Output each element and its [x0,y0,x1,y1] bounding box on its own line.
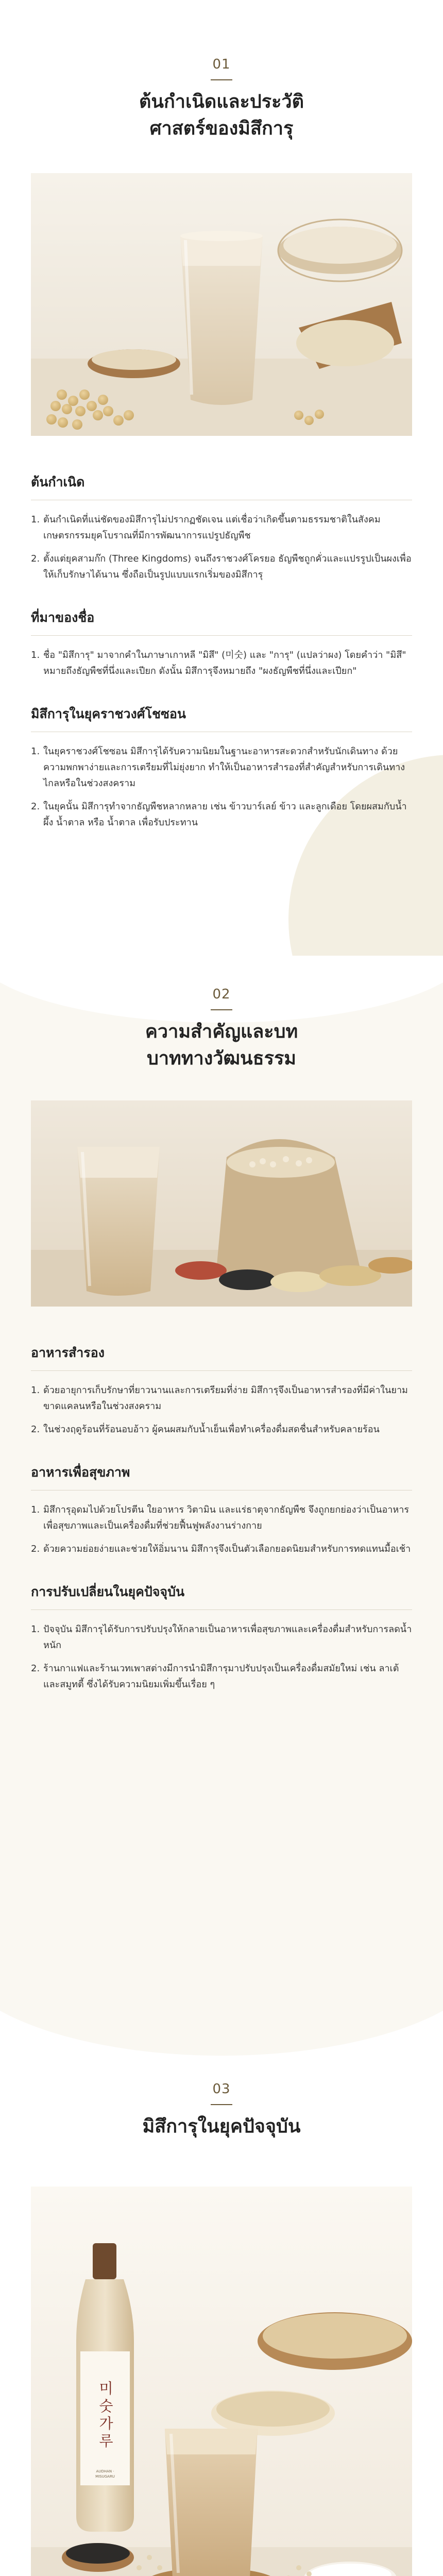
content-block-reserve-food [31,1343,412,1437]
block-heading: การปรับเปลี่ยนในยุคปัจจุบัน [31,1582,412,1610]
list-item-text: ด้วยอายุการเก็บรักษาที่ยาวนานและการเตรียมที่ง่าย มิสึการุจึงเป็นอาหารสำรองที่มีค่าในยามขาดแคลนหรือในช่วงสงคราม [43,1385,408,1412]
list-item: 1. ชื่อ "มิสึการุ" มาจากคำในภาษาเกาหลี "มิสึ" (미숫) และ "การุ" (แปลว่าผง) โดยคำว่า "มิสึ" หมายถึงธัญพืชที่นึ่งและเปียก ดังนั้น มิสึการุจึงหมายถึง "ผงธัญพืชที่นึ่งและเปียก" [31,650,406,676]
list-item: 1. ด้วยอายุการเก็บรักษาที่ยาวนานและการเตรียมที่ง่าย มิสึการุจึงเป็นอาหารสำรองที่มีค่าในยามขาดแคลนหรือในช่วงสงคราม [31,1385,408,1412]
block-heading: อาหารเพื่อสุขภาพ [31,1462,412,1490]
list-item-text: ต้นกำเนิดที่แน่ชัดของมิสึการุไม่ปรากฏชัดเจน แต่เชื่อว่าเกิดขึ้นตามธรรมชาติในสังคมเกษตรกรรมยุคโบราณที่มีการพัฒนาการแปรูปธัญพืช [43,514,381,541]
list-item: 2. ร้านกาแฟและร้านเวทเพาสต่างมีการนำมิสึการุมาปรับปรุงเป็นเครื่องดื่มสมัยใหม่ เช่น ลาเต้และสมูทตี้ ซึ่งได้รับความนิยมเพิ่มขึ้นเรื่อย ๆ [31,1663,399,1690]
section-title [31,1019,412,1072]
section-number: 03 [212,2081,231,2097]
block-heading: ต้นกำเนิด [31,472,412,500]
list-item-text: มิสึการุอุดมไปด้วยโปรตีน ใยอาหาร วิตามิน และแร่ธาตุจากธัญพืช จึงถูกยกย่องว่าเป็นอาหารเพื่อสุขภาพและเป็นเครื่องดื่มที่ช่วยฟื้นฟูพลังงานร่างกาย [43,1504,410,1531]
list-item-text: ในยุคราชวงศ์โชซอน มิสึการุได้รับความนิยมในฐานะอาหารสะดวกสำหรับนักเดินทาง ด้วยความพกพาง่ายและการเตรียมที่ไม่ยุ่งยาก ทำให้เป็นอาหารสำรองที่สำคัญสำหรับการเดินทางไกลหรือในช่วงสงคราม [43,746,405,789]
list-item-text: ปัจจุบัน มิสึการุได้รับการปรับปรุงให้กลายเป็นอาหารเพื่อสุขภาพและเครื่องดื่มสำหรับการลดน้ำหนัก [43,1624,412,1651]
list-item-text: ในยุคนั้น มิสึการุทำจากธัญพืชหลากหลาย เช่น ข้าวบาร์เลย์ ข้าว และลูกเดือย โดยผสมกับน้ำผึ้ง น้ำตาล หรือ น้ำตาล เพื่อรับประทาน [43,801,407,828]
list-item-text: ตั้งแต่ยุคสามก๊ก (Three Kingdoms) จนถึงราชวงศ์โครยอ ธัญพืชถูกคั่วและแปรรูปเป็นผงเพื่อให้เก็บรักษาได้นาน ซึ่งถือเป็นรูปแบบแรกเริ่มของมิสึการุ [43,553,412,580]
content-block-name [31,607,412,679]
bottle-label [87,2367,124,2479]
title-line: ความสำคัญและบท [145,1021,298,1042]
misugaru-drink-photo [31,173,412,436]
list-item: 2. ด้วยความย่อยง่ายและช่วยให้อิ่มนาน มิสึการุจึงเป็นตัวเลือกยอดนิยมสำหรับการทดแทนมื้อเช้า [31,1544,411,1554]
content-block-joseon [31,704,412,831]
item-list [31,512,412,583]
list-item: 1. ในยุคราชวงศ์โชซอน มิสึการุได้รับความนิยมในฐานะอาหารสะดวกสำหรับนักเดินทาง ด้วยความพกพาง่ายและการเตรียมที่ไม่ยุ่งยาก ทำให้เป็นอาหารสำรองที่สำคัญสำหรับการเดินทางไกลหรือในช่วงสงคราม [31,746,405,789]
bottle-drink-photo [31,2187,412,2576]
item-list [31,1382,412,1437]
content-block-modern-adaptation [31,1582,412,1692]
section-divider [211,2104,232,2105]
bottle-tag-text: AUDHAN · MISUGARU [95,2469,115,2479]
list-item: 2. ตั้งแต่ยุคสามก๊ก (Three Kingdoms) จนถึงราชวงศ์โครยอ ธัญพืชถูกคั่วและแปรรูปเป็นผงเพื่อให้เก็บรักษาได้นาน ซึ่งถือเป็นรูปแบบแรกเริ่มของมิสึการุ [31,553,412,580]
list-item: 1. มิสึการุอุดมไปด้วยโปรตีน ใยอาหาร วิตามิน และแร่ธาตุจากธัญพืช จึงถูกยกย่องว่าเป็นอาหารเพื่อสุขภาพและเป็นเครื่องดื่มที่ช่วยฟื้นฟูพลังงานร่างกาย [31,1504,410,1531]
list-item: 2. ในช่วงฤดูร้อนที่ร้อนอบอ้าว ผู้คนผสมกับน้ำเย็นเพื่อทำเครื่องดื่มสดชื่นสำหรับคลายร้อน [31,1424,380,1435]
item-list [31,647,412,679]
item-list [31,1621,412,1692]
list-item-text: ชื่อ "มิสึการุ" มาจากคำในภาษาเกาหลี "มิสึ" (미숫) และ "การุ" (แปลว่าผง) โดยคำว่า "มิสึ" หมายถึงธัญพืชที่นึ่งและเปียก ดังนั้น มิสึการุจึงหมายถึง "ผงธัญพืชที่นึ่งและเปียก" [43,650,406,676]
list-item-text: ร้านกาแฟและร้านเวทเพาสต่างมีการนำมิสึการุมาปรับปรุงเป็นเครื่องดื่มสมัยใหม่ เช่น ลาเต้และสมูทตี้ ซึ่งได้รับความนิยมเพิ่มขึ้นเรื่อย ๆ [43,1663,399,1690]
grains-drink-photo [31,1100,412,1307]
section-number: 01 [212,57,231,72]
list-item-text: ในช่วงฤดูร้อนที่ร้อนอบอ้าว ผู้คนผสมกับน้ำเย็นเพื่อทำเครื่องดื่มสดชื่นสำหรับคลายร้อน [43,1424,380,1435]
list-item: 2. ในยุคนั้น มิสึการุทำจากธัญพืชหลากหลาย เช่น ข้าวบาร์เลย์ ข้าว และลูกเดือย โดยผสมกับน้ำผึ้ง น้ำตาล หรือ น้ำตาล เพื่อรับประทาน [31,801,407,828]
list-item: 1. ต้นกำเนิดที่แน่ชัดของมิสึการุไม่ปรากฏชัดเจน แต่เชื่อว่าเกิดขึ้นตามธรรมชาติในสังคมเกษตรกรรมยุคโบราณที่มีการพัฒนาการแปรูปธัญพืช [31,514,381,541]
section-origin [0,0,443,956]
section-modern-era [0,1973,443,2576]
grains-photo-illustration [31,1100,412,1307]
block-heading: อาหารสำรอง [31,1343,412,1371]
section-title [31,89,412,142]
item-list [31,743,412,831]
section-divider [211,79,232,80]
block-heading: มิสึการุในยุคราชวงศ์โชซอน [31,704,412,732]
content-block-origin [31,472,412,583]
bottle-label-text: 미숫가루 [97,2381,114,2451]
title-line: ศาสตร์ของมิสึการุ [149,118,294,139]
item-list [31,1502,412,1557]
title-line: มิสึการุในยุคปัจจุบัน [142,2116,301,2137]
title-line: บาททางวัฒนธรรม [146,1048,297,1069]
block-heading: ที่มาของชื่อ [31,607,412,636]
list-item: 1. ปัจจุบัน มิสึการุได้รับการปรับปรุงให้กลายเป็นอาหารเพื่อสุขภาพและเครื่องดื่มสำหรับการลดน้ำหนัก [31,1624,412,1651]
section-number: 02 [212,987,231,1002]
content-block-health-food [31,1462,412,1557]
section-title [31,2113,412,2140]
section-divider [211,1009,232,1010]
section-cultural-significance [0,956,443,1973]
drink-photo-illustration [31,173,412,436]
list-item-text: ด้วยความย่อยง่ายและช่วยให้อิ่มนาน มิสึการุจึงเป็นตัวเลือกยอดนิยมสำหรับการทดแทนมื้อเช้า [43,1544,411,1554]
title-line: ต้นกำเนิดและประวัติ [139,91,304,112]
